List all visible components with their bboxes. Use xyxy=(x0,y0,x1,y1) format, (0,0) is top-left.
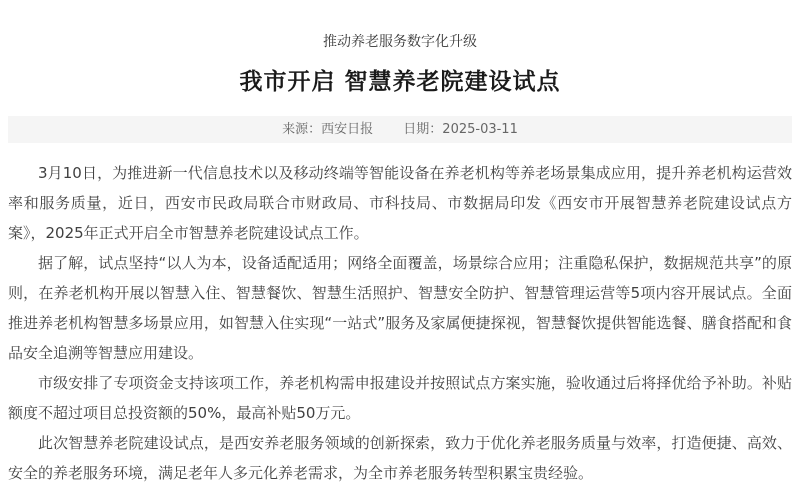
article-title: 我市开启 智慧养老院建设试点 xyxy=(239,69,561,95)
paragraph: 此次智慧养老院建设试点，是西安养老服务领域的创新探索，致力于优化养老服务质量与效率，打造便捷、高效、安全的养老服务环境，满足老年人多元化养老需求，为全市养老服务转型积累宝贵经验。 xyxy=(8,434,792,482)
source-label: 来源：西安日报 xyxy=(282,122,374,137)
article-body xyxy=(8,158,792,488)
article-supertitle: 推动养老服务数字化升级 xyxy=(323,34,477,50)
meta-bar xyxy=(8,116,792,143)
date-label: 日期：2025-03-11 xyxy=(403,122,518,137)
paragraph: 3月10日，为推进新一代信息技术以及移动终端等智能设备在养老机构等养老场景集成应用，提升养老机构运营效率和服务质量，近日，西安市民政局联合市财政局、市科技局、市数据局印发《西安市开展智慧养老院建设试点方案》，2025年正式开启全市智慧养老院建设试点工作。 xyxy=(8,164,792,242)
paragraph: 市级安排了专项资金支持该项工作，养老机构需申报建设并按照试点方案实施，验收通过后将择优给予补助。补贴额度不超过项目总投资额的50%，最高补贴50万元。 xyxy=(8,374,792,422)
paragraph: 据了解，试点坚持“以人为本，设备适配适用；网络全面覆盖，场景综合应用；注重隐私保护，数据规范共享”的原则，在养老机构开展以智慧入住、智慧餐饮、智慧生活照护、智慧安全防护、智慧管理运营等5项内容开展试点。全面推进养老机构智慧多场景应用，如智慧入住实现“一站式”服务及家属便捷探视，智慧餐饮提供智能选餐、膳食搭配和食品安全追溯等智慧应用建设。 xyxy=(8,254,792,362)
